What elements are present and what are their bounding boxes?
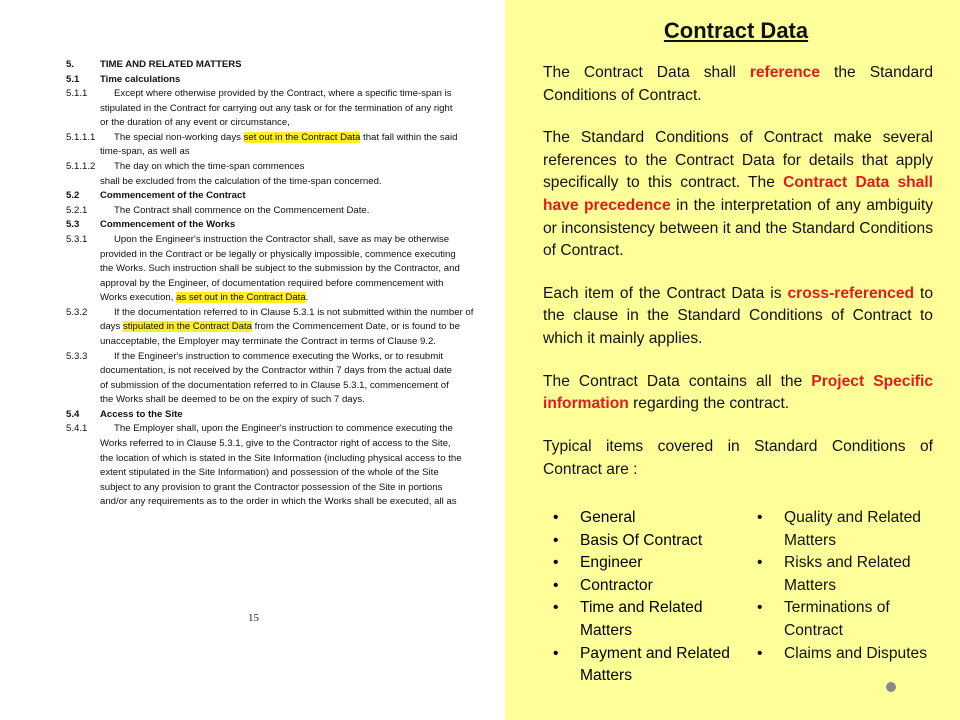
bullet-item: • General	[553, 507, 743, 530]
document-line	[66, 393, 458, 408]
clause-text: approval by the Engineer, of documentation required before commencement with	[100, 277, 444, 289]
document-line	[66, 116, 458, 131]
document-line	[66, 262, 458, 277]
bullet-column-right	[757, 507, 927, 665]
document-line	[66, 175, 458, 190]
clause-number: 5.3.2	[66, 306, 88, 318]
text: regarding the contract.	[628, 395, 790, 413]
document-line	[66, 408, 458, 423]
clause-number: 5.4	[66, 408, 80, 420]
text: The Contract Data shall	[543, 64, 750, 81]
clause-number: 5.3.1	[66, 233, 88, 245]
clause-text: documentation, is not received by the Contractor within 7 days from the actual date	[100, 365, 452, 377]
document-line	[66, 364, 458, 379]
clause-text: If the Engineer's instruction to commence executing the Works, or to resubmit	[114, 350, 444, 362]
clause-text: The Employer shall, upon the Engineer's instruction to commence executing the	[114, 423, 453, 435]
clause-text: Upon the Engineer's instruction the Contractor shall, save as may be otherwise	[114, 233, 450, 245]
document-line	[66, 306, 474, 321]
explanation-panel	[543, 18, 933, 501]
page-number: 15	[248, 612, 259, 624]
clause-text: and/or any requirements as to the order in which the Works shall be executed, all as	[100, 496, 457, 508]
document-line	[66, 102, 458, 117]
clause-text: days	[100, 321, 123, 333]
document-line	[66, 320, 458, 335]
clause-number: 5.1.1	[66, 88, 88, 100]
clause-text: subject to any provision to grant the Contractor possession of the Site in portions	[100, 481, 443, 493]
clause-text: shall be excluded from the calculation of the time-span concerned.	[100, 175, 382, 187]
document-line	[66, 452, 462, 467]
clause-text: Commencement of the Works	[100, 219, 236, 231]
slide-dot-icon	[886, 682, 896, 692]
clause-text: Access to the Site	[100, 408, 183, 420]
document-line	[66, 189, 458, 204]
clause-number: 5.2.1	[66, 204, 88, 216]
text: in the interpretation of any ambiguity or inconsistency between it and the Standard Conditions of Contract.	[543, 197, 934, 260]
document-line	[66, 437, 458, 452]
document-line	[66, 204, 458, 219]
document-line	[66, 87, 458, 102]
document-line	[66, 218, 458, 233]
emphasis-text: reference	[749, 64, 821, 81]
bullet-item: • Contractor	[553, 575, 743, 598]
clause-text: the Works. Such instruction shall be subject to the submission by the Contractor, and	[100, 263, 460, 275]
clause-text: of submission of the documentation referred to in Clause 5.3.1, commencement of	[100, 379, 449, 391]
clause-number: 5.2	[66, 190, 80, 202]
paragraph-cross-reference	[543, 283, 933, 351]
clause-text: from the Commencement Date, or is found to be	[252, 321, 460, 333]
document-line	[66, 58, 458, 73]
clause-text: .	[305, 292, 309, 304]
bullet-column-left	[553, 507, 743, 688]
document-line	[66, 422, 458, 437]
paragraph-reference	[543, 62, 933, 107]
document-line	[66, 335, 458, 350]
clause-number: 5.4.1	[66, 423, 88, 435]
document-line	[66, 248, 458, 263]
document-line	[66, 481, 458, 496]
document-line	[66, 466, 458, 481]
clause-text: or the duration of any event or circumstance,	[100, 117, 290, 129]
clause-text: Works referred to in Clause 5.3.1, give to the Contractor right of access to the Site,	[100, 438, 451, 450]
document-line	[66, 233, 458, 248]
clause-text: the Works shall be deemed to be on the expiry of such 7 days.	[100, 394, 365, 406]
bullet-item: • Basis Of Contract	[553, 530, 743, 553]
document-line	[66, 277, 458, 292]
document-line	[66, 350, 458, 365]
text: The Contract Data contains all the	[543, 372, 812, 390]
clause-text: Except where otherwise provided by the Contract, where a specific time-span is	[114, 88, 452, 100]
clause-text: The special non-working days	[114, 131, 244, 143]
paragraph-precedence	[543, 127, 933, 263]
text: the Standard Conditions of Contract.	[543, 64, 933, 104]
emphasis-text: cross-referenced	[787, 284, 915, 302]
panel-title: Contract Data	[663, 18, 809, 43]
document-line	[66, 73, 458, 88]
highlighted-text: as set out in the Contract Data	[176, 292, 306, 304]
bullet-item: • Quality and Related Matters	[757, 507, 927, 552]
document-line	[66, 495, 458, 510]
text: to the clause in the Standard Conditions of Contract to which it mainly applies.	[543, 284, 933, 348]
paragraph-project-specific	[543, 371, 933, 416]
clause-number: 5.1.1.2	[66, 161, 96, 173]
clause-text: If the documentation referred to in Clause 5.3.1 is not submitted within the number of	[114, 306, 474, 318]
clause-number: 5.	[66, 59, 75, 70]
clause-number: 5.1	[66, 73, 80, 85]
clause-text: that fall within the said	[360, 131, 458, 143]
text: Each item of the Contract Data is	[543, 284, 788, 302]
clause-text: Commencement of the Contract	[100, 190, 246, 202]
bullet-item: • Engineer	[553, 552, 743, 575]
clause-text: the location of which is stated in the Site Information (including physical access to the	[100, 452, 462, 464]
bullet-item: • Payment and Related Matters	[553, 643, 743, 688]
text: The Standard Conditions of Contract make several references to the Contract Data for details that apply specifically to this contract. The	[543, 129, 933, 192]
document-text	[66, 58, 474, 510]
clause-number: 5.3.3	[66, 350, 88, 362]
emphasis-text: Contract Data shall have precedence	[543, 174, 933, 215]
clause-text: unacceptable, the Employer may terminate the Contract in terms of Clause 9.2.	[100, 335, 436, 347]
clause-number: 5.3	[66, 219, 80, 231]
clause-text: provided in the Contract or be legally or physically impossible, commence executing	[100, 248, 456, 260]
bullet-item: • Claims and Disputes	[757, 643, 927, 666]
highlighted-text: stipulated in the Contract Data	[122, 321, 252, 333]
clause-number: 5.1.1.1	[66, 131, 96, 143]
clause-text: The Contract shall commence on the Commencement Date.	[114, 204, 370, 216]
clause-text: extent stipulated in the Site Information) and possession of the whole of the Site	[100, 467, 439, 479]
document-line	[66, 131, 458, 146]
bullet-item: • Time and Related Matters	[553, 597, 743, 642]
clause-text: Works execution,	[100, 292, 177, 304]
bullet-item: • Terminations of Contract	[757, 597, 927, 642]
document-line	[66, 379, 458, 394]
clause-text: The day on which the time-span commences	[114, 161, 305, 173]
bullet-item: • Risks and Related Matters	[757, 552, 927, 597]
highlighted-text: set out in the Contract Data	[243, 131, 361, 143]
clause-text: stipulated in the Contract for carrying out any task or for the termination of any right	[100, 102, 453, 114]
document-line	[66, 145, 458, 160]
clause-text: time-span, as well as	[100, 146, 190, 158]
clause-text: Time calculations	[100, 73, 181, 85]
paragraph-typical-items: Typical items covered in Standard Conditions of Contract are :	[543, 437, 933, 478]
clause-text: TIME AND RELATED MATTERS	[100, 59, 242, 70]
document-line	[66, 160, 458, 175]
document-line	[66, 291, 458, 306]
emphasis-text: Project Specific information	[543, 372, 933, 413]
